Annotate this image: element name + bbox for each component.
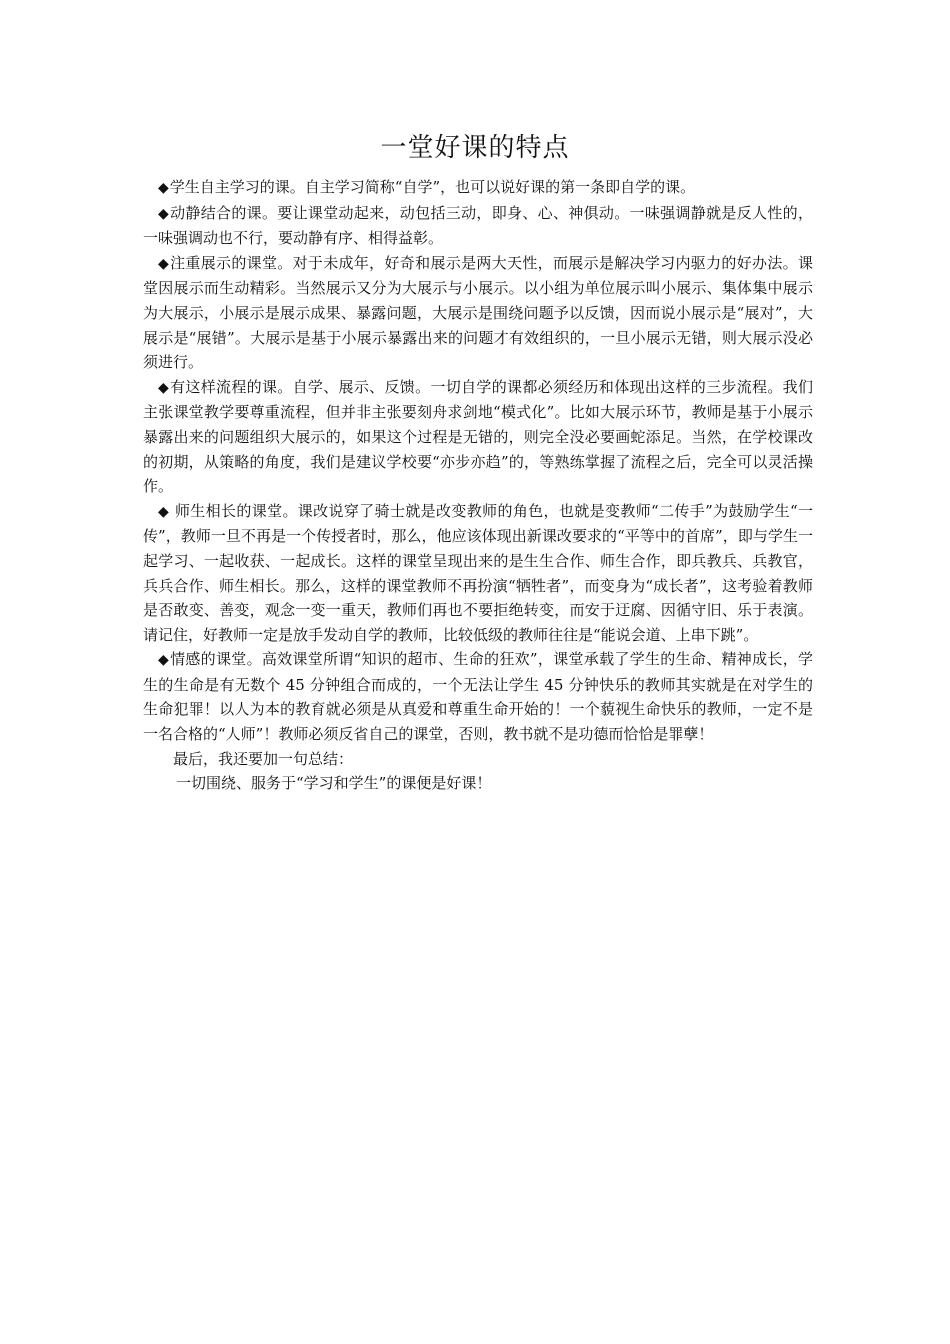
- diamond-bullet-icon: ◆: [158, 255, 170, 272]
- paragraph-self-study: [143, 175, 813, 201]
- paragraph-process: [143, 375, 813, 499]
- paragraph-text: 师生相长的课堂。课改说穿了骑士就是改变教师的角色，也就是变教师“二传手”为鼓励学生“一传”，教师一旦不再是一个传授者时，那么，他应该体现出新课改要求的“平等中的首席”，即与学生一起学习、一起收获、一起成长。这样的课堂呈现出来的是生生合作、师生合作，即兵教兵、兵教官，兵兵合作、师生相长。那么，这样的课堂教师不再扮演“牺牲者”，而变身为“成长者”，这考验着教师是否敢变、善变，观念一变一重天，教师们再也不要拒绝转变，而安于迂腐、因循守旧、乐于表演。请记住，好教师一定是放手发动自学的教师，比较低级的教师往往是“能说会道、上串下跳”。: [143, 501, 813, 644]
- paragraph-text: 有这样流程的课。自学、展示、反馈。一切自学的课都必须经历和体现出这样的三步流程。我们主张课堂教学要尊重流程，但并非主张要刻舟求剑地“模式化”。比如大展示环节，教师是基于小展示暴露出来的问题组织大展示的，如果这个过程是无错的，则完全没必要画蛇添足。当然，在学校课改的初期，从策略的角度，我们是建议学校要“亦步亦趋”的，等熟练掌握了流程之后，完全可以灵活操作。: [143, 377, 813, 496]
- paragraph-display: [143, 251, 813, 375]
- diamond-bullet-icon: ◆: [158, 503, 174, 520]
- paragraph-text: 学生自主学习的课。自主学习简称“自学”，也可以说好课的第一条即自学的课。: [169, 178, 696, 196]
- paragraph-emotion: [143, 647, 813, 746]
- paragraph-text: 注重展示的课堂。对于未成年，好奇和展示是两大天性，而展示是解决学习内驱力的好办法。课堂因展示而生动精彩。当然展示又分为大展示与小展示。以小组为单位展示叫小展示、集体集中展示为大展示，小展示是展示成果、暴露问题，大展示是围绕问题予以反馈，因而说小展示是“展对”，大展示是“展错”。大展示是基于小展示暴露出来的问题才有效组织的，一旦小展示无错，则大展示没必须进行。: [143, 253, 813, 372]
- paragraph-dynamic-static: [143, 201, 813, 251]
- document-body: [143, 175, 813, 796]
- diamond-bullet-icon: ◆: [158, 652, 170, 669]
- diamond-bullet-icon: ◆: [158, 205, 170, 222]
- document-title: 一堂好课的特点: [380, 133, 570, 163]
- paragraph-text: 动静结合的课。要让课堂动起来，动包括三动，即身、心、神俱动。一味强调静就是反人性的，一味强调动也不行，要动静有序、相得益彰。: [143, 203, 813, 248]
- closing-line: 最后，我还要加一句总结：: [173, 749, 354, 768]
- diamond-bullet-icon: ◆: [158, 180, 169, 196]
- paragraph-mutual-growth: [143, 499, 813, 648]
- diamond-bullet-icon: ◆: [158, 379, 170, 396]
- final-line: 一切围绕、服务于“学习和学生”的课便是好课！: [176, 774, 492, 793]
- paragraph-text: 情感的课堂。高效课堂所谓“知识的超市、生命的狂欢”，课堂承载了学生的生命、精神成长，学生的生命是有无数个 45 分钟组合而成的，一个无法让学生 45 分钟快乐的教师其实就是在对学生的生命犯罪！以人为本的教育就必须是从真爱和尊重生命开始的！一个藐视生命快乐的教师，一定不是一名合格的“人师”！教师必须反省自己的课堂，否则，教书就不是功德而恰恰是罪孽！: [143, 650, 813, 744]
